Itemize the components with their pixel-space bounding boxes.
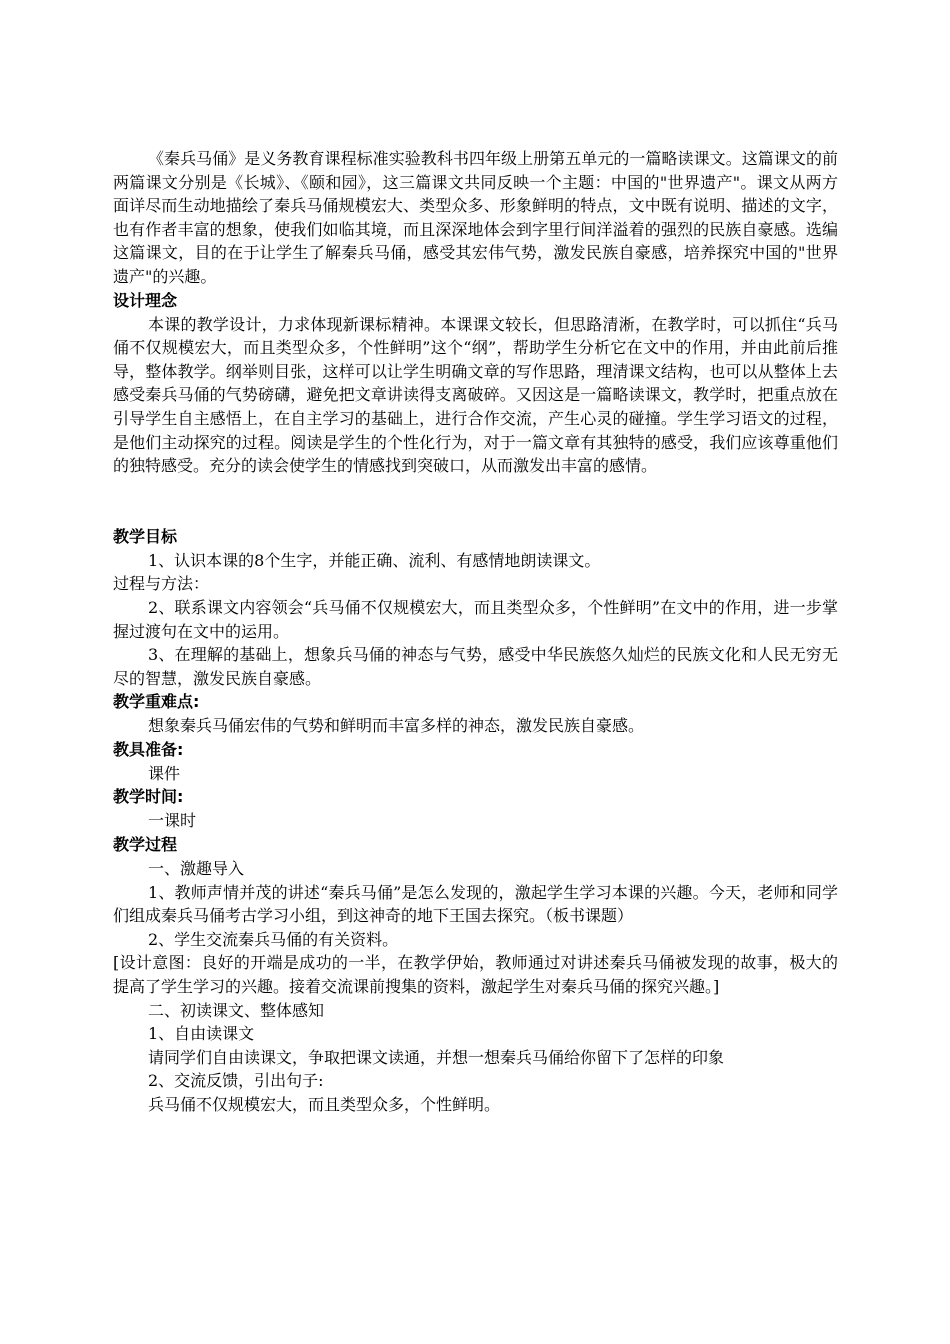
design-intent: [设计意图：良好的开端是成功的一半，在教学伊始，教师通过对讲述秦兵马俑被发现的故事，极大的提高了学生学习的兴趣。接着交流课前搜集的资料，激起学生对秦兵马俑的探究兴趣。] xyxy=(113,953,838,997)
step-2-2-text: 兵马俑不仅规模宏大，而且类型众多，个性鲜明。 xyxy=(148,1095,501,1114)
process-method-label: 过程与方法： xyxy=(113,574,210,594)
step-2-1: 1、自由读课文 xyxy=(148,1024,255,1044)
goal-3: 3、在理解的基础上，想象兵马俑的神态与气势，感受中华民族悠久灿烂的民族文化和人民无穷无尽的智慧，激发民族自豪感。 xyxy=(113,645,838,688)
goal-1: 1、认识本课的8个生字，并能正确、流利、有感情地朗读课文。 xyxy=(148,550,601,570)
step-1-1: 1、教师声情并茂的讲述“秦兵马俑”是怎么发现的，激起学生学习本课的兴趣。今天，老师和同学们组成秦兵马俑考古学习小组，到这神奇的地下王国去探究。（板书课题） xyxy=(113,882,838,926)
design-paragraph: 本课的教学设计，力求体现新课标精神。本课课文较长，但思路清淅，在教学时，可以抓住“兵马俑不仅规模宏大，而且类型众多，个性鲜明”这个“纲”，帮助学生分析它在文中的作用，并由此前后推导，整体教学。纲举则目张，这样可以让学生明确文章的写作思路，理清课文结构，也可以从整体上去感受秦兵马俑的气势磅礴，避免把文章讲读得支离破碎。又因这是一篇略读课文，教学时，把重点放在引导学生自主感悟上，在自主学习的基础上，进行合作交流，产生心灵的碰撞。学生学习语文的过程，是他们主动探究的过程。阅读是学生的个性化行为，对于一篇文章有其独特的感受，我们应该尊重他们的独特感受。充分的读会使学生的情感找到突破口，从而激发出丰富的感情。 xyxy=(113,314,838,476)
intro-paragraph: 《秦兵马俑》是义务教育课程标准实验教科书四年级上册第五单元的一篇略读课文。这篇课文的前两篇课文分别是《长城》、《颐和园》，这三篇课文共同反映一个主题：中国的"世界遗产"。课文从两方面详尽而生动地描绘了秦兵马俑规模宏大、类型众多、形象鲜明的特点，文中既有说明、描述的文字，也有作者丰富的想象，使我们如临其境，而且深深地体会到字里行间洋溢着的强烈的民族自豪感。选编这篇课文，目的在于让学生了解秦兵马俑，感受其宏伟气势，激发民族自豪感，培养探究中国的"世界遗产"的兴趣。 xyxy=(113,149,838,286)
process-title: 教学过程 xyxy=(113,835,178,855)
blank-gap xyxy=(113,478,838,525)
goals-title: 教学目标 xyxy=(113,526,178,546)
tools-text: 课件 xyxy=(148,763,181,783)
step-2-2: 2、交流反馈，引出句子: xyxy=(148,1071,324,1091)
time-text: 一课时 xyxy=(148,811,197,831)
step-2: 二、初读课文、整体感知 xyxy=(148,1000,325,1020)
step-1-2: 2、学生交流秦兵马俑的有关资料。 xyxy=(148,929,399,949)
document-page xyxy=(113,147,838,1117)
time-title: 教学时间: xyxy=(113,787,184,807)
key-text: 想象秦兵马俑宏伟的气势和鲜明而丰富多样的神态，激发民族自豪感。 xyxy=(148,716,645,736)
goal-2: 2、联系课文内容领会“兵马俑不仅规模宏大，而且类型众多，个性鲜明”在文中的作用，进一步掌握过渡句在文中的运用。 xyxy=(113,597,838,641)
key-title: 教学重难点: xyxy=(113,692,200,712)
step-2-1-text: 请同学们自由读课文，争取把课文读通，并想一想秦兵马俑给你留下了怎样的印象 xyxy=(148,1047,725,1067)
design-title: 设计理念 xyxy=(113,290,178,310)
tools-title: 教具准备: xyxy=(113,739,184,759)
step-1: 一、激趣导入 xyxy=(148,859,245,879)
